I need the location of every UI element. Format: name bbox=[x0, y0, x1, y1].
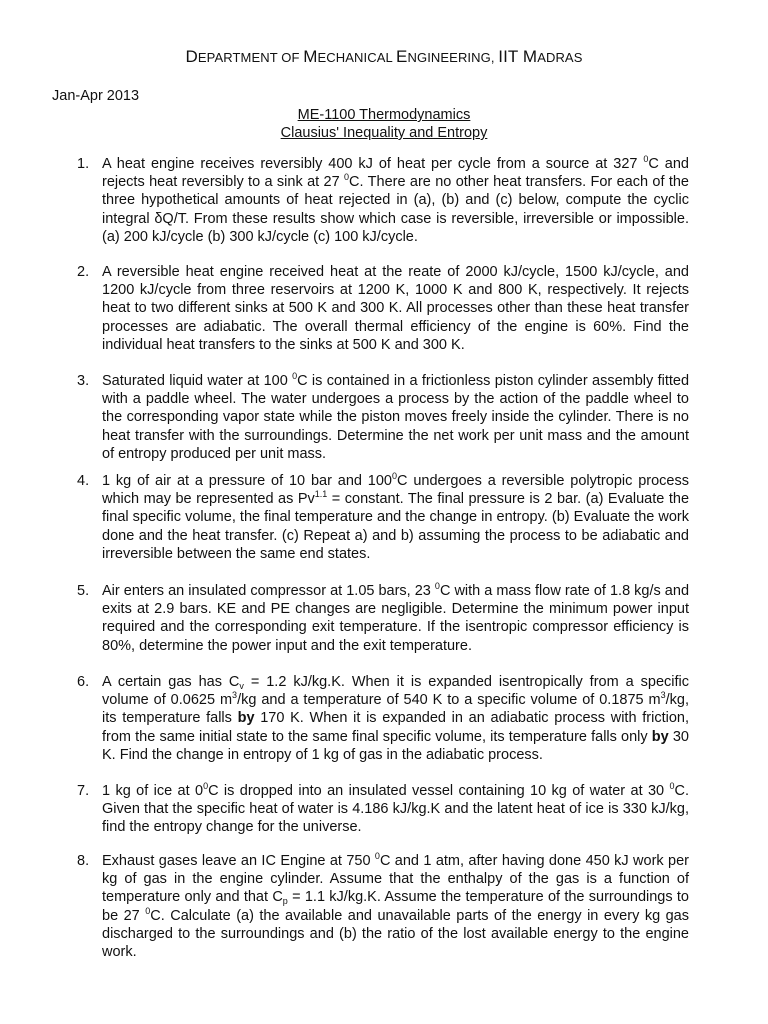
question-text: Saturated liquid water at 100 $^0$C is contained in a frictionless piston cylinder assembly fitted with a paddle wheel. The water undergoes a process by the action of the paddle wheel to the corresponding vapor state while the piston moves freely inside the cylinder. There is no heat transfer with the surroundings. Determine the net work per unit mass and the amount of entropy produced per unit mass. bbox=[102, 371, 690, 462]
question-number: 4. bbox=[77, 473, 90, 489]
superscript: 0 bbox=[392, 471, 398, 481]
question-number: 6. bbox=[77, 674, 90, 690]
heading-smallcaps: NGINEERING, bbox=[407, 50, 499, 65]
superscript: 0 bbox=[669, 781, 675, 791]
superscript: 0 bbox=[344, 172, 350, 183]
superscript: 0 bbox=[203, 781, 209, 791]
question-number: 7. bbox=[77, 783, 90, 799]
question-text: 1 kg of ice at $0^0C$ is dropped into an insulated vessel containing 10 kg of water at 30 $^0$C. Given that the specific heat of water is 4.186 kJ/kg.K and the latent heat of ice is 330 kJ/kg, find the entropy change for the universe. bbox=[102, 781, 690, 836]
question-text: Exhaust gases leave an IC Engine at 750 $^0$C and 1 atm, after having done 450 kJ work per kg of gas in the engine cylinder. Assume that the enthalpy of the gas is a function of temperature only and that $C_p = 1.1$ kJ/kg.K. Assume the temperature of the surroundings to be 27 $^0$C. Calculate (a) the available and unavailable parts of the energy in every kg gas discharged to the surroundings and (b) the ratio of the lost available energy to the engine work. bbox=[102, 851, 689, 961]
question-text: 1 kg of air at a pressure of 10 bar and $100^0C$ undergoes a reversible polytropic process which may be represented as $Pv^{1.1}$ = constant. The final pressure is 2 bar. (a) Evaluate the final specific volume, the final temperature and the change in entropy. (b) Evaluate the work done and the heat transfer. (c) Repeat a) and b) assuming the process to be adiabatic and irreversible between the same end states. bbox=[102, 471, 690, 562]
heading-smallcaps: ADRAS bbox=[537, 50, 583, 65]
question-text: Air enters an insulated compressor at 1.05 bars, 23 $^0$C with a mass flow rate of 1.8 kg/s and exits at 2.9 bars. KE and PE changes are negligible. Determine the minimum power input required and the corresponding exit temperature. If the isentropic compressor efficiency is 80%, determine the power input and the exit temperature. bbox=[102, 581, 690, 654]
course-block bbox=[0, 106, 768, 142]
subscript: p bbox=[282, 896, 288, 907]
question-number: 2. bbox=[77, 264, 90, 280]
question-text: A reversible heat engine received heat at the reate of 2000 kJ/cycle, 1500 kJ/cycle, and 1200 kJ/cycle from three reservoirs at 1200 K, 1000 K and 800 K, respectively. It rejects heat to two different sinks at 500 K and 300 K. All processes other than these heat transfer processes are adiabatic. The overall thermal efficiency of the engine is 60%. Find the individual heat transfers to the sinks at 500 K and 300 K. bbox=[102, 264, 689, 353]
superscript: 0 bbox=[145, 905, 151, 916]
superscript: 0 bbox=[643, 154, 649, 164]
heading-smallcaps: EPARTMENT OF bbox=[197, 50, 304, 65]
term-label: Jan-Apr 2013 bbox=[52, 88, 140, 104]
question-number: 5. bbox=[77, 583, 90, 599]
heading-cap: M bbox=[303, 47, 318, 66]
heading-cap: E bbox=[396, 47, 408, 66]
bold-word: by bbox=[237, 710, 255, 727]
superscript: 0 bbox=[292, 371, 298, 381]
heading-smallcaps: ECHANICAL bbox=[317, 50, 397, 65]
superscript: 3 bbox=[660, 690, 666, 701]
bold-word: by bbox=[651, 728, 669, 745]
question-text: A heat engine receives reversibly 400 kJ of heat per cycle from a source at 327 $^0$C and rejects heat reversibly to a sink at 27 $^0$C. There are no other heat transfers. For each of the three hypothetical amounts of heat rejected in (a), (b) and (c) below, compute the cyclic integral δQ/T. From these results show which case is reversible, irreversible or impossible. (a) 200 kJ/cycle (b) 300 kJ/cycle (c) 100 kJ/cycle. bbox=[102, 154, 689, 245]
department-heading bbox=[0, 47, 768, 67]
question-number: 1. bbox=[77, 156, 90, 172]
superscript: 0 bbox=[374, 851, 380, 861]
subscript: v bbox=[239, 681, 244, 691]
heading-cap: IIT M bbox=[498, 47, 538, 66]
course-title: ME-1100 Thermodynamics bbox=[297, 107, 471, 123]
superscript: 1.1 bbox=[314, 489, 328, 500]
superscript: 0 bbox=[434, 581, 440, 591]
superscript: 3 bbox=[232, 690, 238, 701]
question-number: 8. bbox=[77, 853, 90, 869]
topic-title: Clausius' Inequality and Entropy bbox=[280, 125, 488, 141]
question-number: 3. bbox=[77, 373, 90, 389]
question-text: A certain gas has $C_v = 1.2$ kJ/kg.K. When it is expanded isentropically from a specific volume of 0.0625 $m^3/kg$ and a temperature of 540 K to a specific volume of 0.1875 $m^3/kg$, its temperature falls by 170 K. When it is expanded in an adiabatic process with friction, from the same initial state to the same final specific volume, its temperature falls only by 30 K. Find the change in entropy of 1 kg of gas in the adiabatic process. bbox=[102, 674, 689, 763]
heading-cap: D bbox=[185, 47, 198, 66]
